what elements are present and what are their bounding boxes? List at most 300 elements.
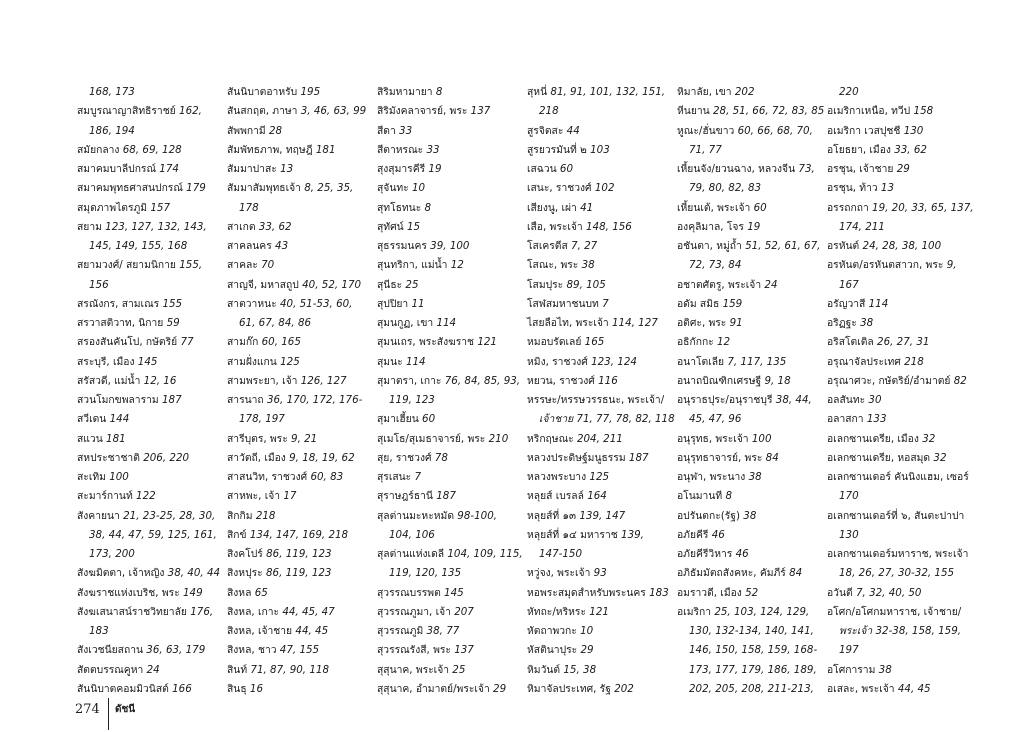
index-page-refs: 220 — [839, 86, 859, 98]
index-page-refs: 176, — [190, 605, 214, 618]
index-page-refs: 218 — [904, 355, 924, 368]
index-entry — [527, 256, 675, 275]
index-term: หลวงประดิษฐ์มนูธรรม — [527, 451, 626, 464]
index-term: อนาถบิณฑิกเศรษฐี — [677, 374, 762, 387]
index-entry — [527, 603, 675, 622]
index-entry — [827, 449, 975, 468]
index-page-refs: 78 — [434, 451, 448, 464]
index-page-refs: 102 — [594, 182, 615, 195]
index-page-refs: 60, 66, 68, 70, — [737, 124, 813, 137]
index-page-refs: 38 — [581, 259, 595, 272]
index-page-refs: 38 — [878, 663, 892, 676]
index-term: หอพระสมุดสำหรับพระนคร — [527, 586, 646, 599]
index-page-refs: 39, 100 — [430, 240, 470, 252]
index-term: สาคละ — [227, 259, 258, 272]
index-page-refs: 125 — [280, 355, 300, 368]
index-entry — [827, 603, 975, 622]
index-entry — [377, 680, 525, 699]
index-page-refs: 207 — [454, 605, 474, 618]
index-entry — [227, 487, 375, 506]
index-entry — [77, 449, 225, 468]
index-page-refs: 130, 132-134, 140, 141, — [689, 625, 814, 637]
index-page-refs: 179 — [186, 182, 206, 195]
index-page-refs: 32 — [922, 432, 936, 445]
index-entry — [677, 545, 825, 564]
index-page-refs: 202, 205, 208, 211-213, — [689, 682, 814, 695]
index-page-refs: 44, 45, 47 — [282, 605, 335, 618]
index-page-refs: 15, 38 — [563, 663, 597, 676]
index-entry — [827, 661, 975, 680]
index-page-refs: 29 — [493, 682, 507, 695]
index-term: เสนะ, ราชวงศ์ — [527, 182, 592, 195]
index-term: อลาสกา — [827, 413, 864, 426]
index-page-refs: 73, — [798, 163, 815, 175]
index-page-refs: 44, 45 — [295, 625, 329, 637]
index-term: หรรษะ/หรรษวรรธนะ, พระเจ้า/ — [527, 394, 665, 406]
index-entry — [377, 333, 525, 352]
index-term: สิงหล, เกาะ — [227, 605, 280, 618]
index-page-refs: 70 — [261, 259, 275, 272]
index-entry — [377, 468, 525, 487]
index-entry-continuation — [677, 179, 825, 198]
index-page-refs: 25, 103, 124, 129, — [714, 605, 810, 618]
index-term: สุลต่านแห่งเดลี — [377, 548, 445, 560]
index-column-5 — [677, 83, 825, 699]
index-page-refs: 149 — [182, 586, 203, 599]
index-page-refs: 218 — [539, 105, 559, 118]
index-page-refs: 71, 77 — [689, 143, 722, 156]
index-entry — [827, 545, 975, 564]
index-entry — [527, 218, 675, 237]
index-page-refs: 12 — [716, 336, 731, 349]
index-page-refs: 174, 211 — [839, 220, 885, 233]
index-page-refs: 38 — [748, 471, 762, 483]
index-term: สวีเดน — [77, 413, 107, 426]
index-page-refs: 47, 155 — [279, 644, 320, 657]
index-term: เสียงนู, เผ่า — [527, 201, 577, 214]
index-page-refs: 38, 44, — [775, 394, 812, 406]
index-entry — [827, 410, 975, 429]
index-page-refs: 33, 62 — [894, 143, 927, 156]
index-entry — [527, 314, 675, 333]
index-page-refs: 8 — [424, 201, 432, 214]
index-entry-continuation — [677, 622, 825, 641]
index-entry — [377, 372, 525, 391]
index-entry — [227, 641, 375, 660]
index-term: สีตาหรณะ — [377, 143, 424, 156]
index-entry — [377, 603, 525, 622]
index-page-refs: 114 — [436, 317, 457, 329]
index-page-refs: 148, 156 — [586, 220, 632, 233]
footer-divider — [108, 698, 109, 730]
index-entry — [77, 507, 225, 526]
index-term: หิมวันต์ — [527, 663, 561, 676]
index-page-refs: 167 — [839, 278, 859, 291]
index-page-refs: 40, 52, 170 — [302, 278, 362, 291]
index-page-refs: 25 — [452, 663, 466, 676]
index-term: สุทโธทนะ — [377, 201, 422, 214]
index-term: อเลกซานเดอร์ คันนิงแฮม, เซอร์ — [827, 471, 969, 483]
index-entry — [377, 641, 525, 660]
index-term: สาเกต — [227, 220, 256, 233]
index-entry — [77, 584, 225, 603]
index-term: สุมาตรา, เกาะ — [377, 374, 442, 387]
index-entry-continuation — [77, 237, 225, 256]
index-term: หมอบรัดเลย์ — [527, 336, 582, 349]
index-page-refs: 204, 211 — [576, 432, 623, 445]
index-term: สุนีธะ — [377, 278, 403, 291]
index-entry — [827, 314, 975, 333]
index-page-refs: 130 — [903, 124, 924, 137]
index-page-refs: 195 — [300, 86, 321, 98]
index-page-refs: 156 — [89, 278, 109, 291]
index-term: อชาตศัตรู, พระเจ้า — [677, 278, 762, 291]
index-page-refs: 7 — [414, 471, 422, 483]
index-page-refs: 104, 109, 115, — [447, 548, 523, 560]
index-term: สิกกิม — [227, 509, 253, 522]
index-entry — [827, 102, 975, 121]
index-term: อลสันทะ — [827, 394, 866, 406]
index-entry — [227, 179, 375, 198]
index-term: อเลกซานเดรีย, เมือง — [827, 432, 919, 445]
index-page-refs: 26, 27, 31 — [877, 336, 930, 349]
index-term: อรรถกถา — [827, 201, 869, 214]
index-page-refs: 137 — [470, 105, 491, 118]
index-term: สิงคโปร์ — [227, 548, 263, 560]
index-page-refs: 119, 120, 135 — [389, 567, 462, 580]
index-term: อเสละ, พระเจ้า — [827, 682, 895, 695]
index-entry — [677, 526, 825, 545]
index-term: อภัยคีรีวิหาร — [677, 548, 733, 560]
index-entry-continuation — [827, 83, 975, 102]
index-term: สุมนเถร, พระสังฆราช — [377, 336, 475, 349]
index-entry — [227, 468, 375, 487]
index-page-refs: 19 — [747, 220, 761, 233]
index-entry-continuation — [527, 410, 675, 429]
index-page-refs: 103 — [590, 143, 610, 156]
index-entry — [377, 102, 525, 121]
index-entry-continuation — [77, 545, 225, 564]
index-term: อวันตี — [827, 586, 853, 599]
index-page-refs: 21, 23-25, 28, 30, — [123, 509, 216, 522]
index-entry — [227, 564, 375, 583]
index-page-refs: 104, 106 — [389, 528, 435, 541]
index-term: สันนิบาตอาหรับ — [227, 86, 298, 98]
index-entry — [527, 295, 675, 314]
index-term: สรณังกร, สามเณร — [77, 297, 160, 310]
index-page-refs: 133 — [866, 413, 887, 426]
index-entry — [827, 353, 975, 372]
index-entry — [77, 468, 225, 487]
index-page-refs: 7, 117, 135 — [727, 355, 787, 368]
index-term: อเลกซานเดรีย, หอสมุด — [827, 451, 931, 464]
index-page-refs: 114 — [868, 297, 889, 310]
index-term: อเมริกาเหนือ, ทวีป — [827, 105, 911, 118]
index-entry — [827, 295, 975, 314]
index-entry — [527, 526, 675, 545]
index-entry-continuation — [827, 218, 975, 237]
index-entry — [377, 237, 525, 256]
index-entry — [677, 353, 825, 372]
index-term: สมาคมพุทธศาสนปกรณ์ — [77, 182, 183, 195]
index-entry-continuation — [827, 641, 975, 660]
index-column-3 — [377, 83, 525, 699]
index-term: สุรเสนะ — [377, 471, 412, 483]
index-page-refs: 24 — [764, 278, 778, 291]
index-term: อริสโตเติล — [827, 336, 874, 349]
index-entry — [227, 603, 375, 622]
index-entry — [527, 276, 675, 295]
index-page-refs: 9, 18, 19, 62 — [289, 451, 355, 464]
index-term: สุวรรณรังสี, พระ — [377, 644, 451, 657]
index-column-6 — [827, 83, 975, 699]
index-page-refs: 29 — [580, 644, 594, 657]
index-page-refs: 46 — [735, 548, 749, 560]
index-page-refs: 25 — [405, 278, 419, 291]
index-term: สมัยกลาง — [77, 143, 120, 156]
index-entry — [227, 276, 375, 295]
index-term: สารนาถ — [227, 394, 264, 406]
index-page-refs: 38 — [743, 509, 757, 522]
index-page-refs: 76, 84, 85, 93, — [444, 374, 521, 387]
index-term: อรหันต/อรหันตสาวก, พระ — [827, 259, 944, 272]
index-page-refs: 82 — [953, 374, 967, 387]
index-term: สิงหปุระ — [227, 567, 263, 580]
index-entry — [677, 199, 825, 218]
index-term: อรุณาจัลประเทศ — [827, 355, 901, 368]
index-term: สรวาสติวาท, นิกาย — [77, 317, 164, 329]
index-entry-continuation — [827, 622, 975, 641]
index-term: อโศการาม — [827, 663, 876, 676]
index-entry — [77, 603, 225, 622]
index-term: อภัยคีรี — [677, 528, 709, 541]
index-entry — [77, 680, 225, 699]
index-term: สัมพัทธภาพ, ทฤษฎี — [227, 143, 313, 156]
index-entry — [377, 160, 525, 179]
index-entry — [377, 295, 525, 314]
index-term: หิมาลัย, เขา — [677, 86, 732, 98]
index-page-refs: 114 — [405, 355, 426, 368]
index-page-refs: 44, 45 — [897, 682, 931, 695]
index-page-refs: 12, 16 — [143, 374, 177, 387]
index-page-refs: 126, 127 — [300, 374, 347, 387]
index-term: อภิธัมมัตถสังคหะ, คัมภีร์ — [677, 567, 786, 580]
index-page-refs: 173, 177, 179, 186, 189, — [689, 663, 817, 676]
index-entry — [827, 584, 975, 603]
index-entry — [227, 333, 375, 352]
index-page-refs: 197 — [839, 644, 859, 657]
index-entry — [527, 333, 675, 352]
index-page-refs: 98-100, — [457, 509, 498, 522]
index-term: โสเครตีส — [527, 240, 568, 252]
index-term: สาหพะ, เจ้า — [227, 490, 281, 503]
index-page-refs: 173, 200 — [89, 548, 135, 560]
index-term: สุลต่านมะหะหมัด — [377, 509, 455, 522]
index-entry-continuation — [527, 102, 675, 121]
index-page-refs: 10 — [580, 625, 594, 637]
index-page-refs: 164 — [587, 490, 607, 503]
index-page-refs: 81, 91, 101, 132, 151, — [550, 86, 666, 98]
index-entry — [377, 314, 525, 333]
index-term: อติศะ, พระ — [677, 317, 727, 329]
index-entry-continuation — [677, 661, 825, 680]
index-entry — [227, 353, 375, 372]
index-term: สูรจิตสะ — [527, 124, 564, 137]
index-term: สินธุ — [227, 682, 247, 695]
index-entry — [227, 237, 375, 256]
index-term: สินท์ — [227, 663, 248, 676]
index-entry — [227, 141, 375, 160]
index-term: อรุณาศวะ, กษัตริย์/อำมาตย์ — [827, 374, 951, 387]
index-page-refs: 61, 67, 84, 86 — [239, 317, 312, 329]
index-term: องคุลิมาล, โจร — [677, 220, 744, 233]
index-entry — [377, 584, 525, 603]
index-page-refs: 134, 147, 169, 218 — [249, 528, 349, 541]
index-entry — [677, 603, 825, 622]
index-term: สวนโมกขพลาราม — [77, 394, 159, 406]
index-term: สังฆมิตตา, เจ้าหญิง — [77, 567, 165, 580]
index-page-refs: 28 — [268, 124, 283, 137]
index-entry — [527, 237, 675, 256]
index-page-refs: 86, 119, 123 — [265, 567, 332, 580]
index-entry — [527, 141, 675, 160]
index-entry — [527, 122, 675, 141]
index-page-refs: 38, 44, 47, 59, 125, 161, — [89, 528, 217, 541]
index-entry — [377, 622, 525, 641]
index-term: สุมนะ — [377, 355, 403, 368]
index-term: โสมปุระ — [527, 278, 564, 291]
index-page-refs: 178 — [239, 201, 259, 214]
index-entry-continuation — [227, 410, 375, 429]
index-entry — [77, 199, 225, 218]
index-page-refs: 100 — [751, 432, 772, 445]
index-entry — [77, 430, 225, 449]
index-entry-continuation — [227, 199, 375, 218]
index-entry-continuation — [77, 526, 225, 545]
index-entry — [77, 487, 225, 506]
index-page-refs: 139, — [621, 528, 644, 541]
index-entry-continuation — [227, 314, 375, 333]
index-entry — [377, 276, 525, 295]
index-page-refs: 36, 170, 172, 176- — [266, 394, 363, 406]
index-term: สระบุรี, เมือง — [77, 355, 135, 368]
index-term: อนุราธปุระ/อนุราชบุรี — [677, 394, 773, 406]
index-page-refs: 29 — [896, 163, 910, 175]
index-entry — [677, 487, 825, 506]
index-page-refs: 86, 119, 123 — [266, 548, 332, 560]
index-term: สาตวาหนะ — [227, 297, 277, 310]
index-term: สัมมาปาสะ — [227, 163, 277, 175]
index-entry — [827, 333, 975, 352]
index-page-refs: 72, 73, 84 — [689, 259, 742, 272]
index-entry-continuation — [77, 276, 225, 295]
index-entry — [827, 199, 975, 218]
index-entry — [827, 468, 975, 487]
index-entry — [77, 333, 225, 352]
index-page-refs: 181 — [106, 432, 126, 445]
index-entry — [377, 661, 525, 680]
index-term: สมบูรณาญาสิทธิราชย์ — [77, 105, 176, 118]
index-entry — [677, 564, 825, 583]
index-page-refs: 218 — [255, 509, 276, 522]
index-term: หูณะ/ฮั่นขาว — [677, 124, 735, 137]
index-term: สรัสวดี, แม่น้ำ — [77, 374, 141, 387]
index-entry — [227, 160, 375, 179]
index-page-refs: 32 — [933, 451, 947, 464]
index-entry-continuation — [527, 545, 675, 564]
index-entry — [77, 661, 225, 680]
index-term: สาวัตถี, เมือง — [227, 451, 286, 464]
index-page-refs: 45, 47, 96 — [689, 413, 742, 426]
index-entry — [527, 160, 675, 179]
index-page-refs: 166 — [172, 682, 192, 695]
index-entry-continuation — [827, 276, 975, 295]
index-term: โสณะ, พระ — [527, 259, 579, 272]
index-entry — [77, 391, 225, 410]
index-page-refs: 125 — [589, 471, 610, 483]
index-term: สุงสุมารคีรี — [377, 163, 426, 175]
index-entry — [77, 160, 225, 179]
index-page-refs: 60 — [422, 413, 436, 426]
index-page-refs: 46 — [711, 528, 725, 541]
index-term: อเลกซานเดอร์ที่ ๖, สันตะปาปา — [827, 509, 965, 522]
index-entry-continuation — [77, 83, 225, 102]
index-term: สิงหล — [227, 586, 252, 599]
index-page-refs: 40, 51-53, 60, — [279, 297, 353, 310]
index-term: อรชุน, ท้าว — [827, 182, 878, 195]
index-entry — [77, 372, 225, 391]
index-page-refs: 158 — [913, 105, 934, 118]
index-entry — [827, 680, 975, 699]
index-page-refs: 51, 52, 61, 67, — [745, 240, 821, 252]
index-column-1 — [77, 83, 225, 699]
index-page-refs: 84 — [789, 567, 803, 580]
index-term: สุวรรณบรรพต — [377, 586, 441, 599]
index-entry — [527, 372, 675, 391]
index-entry — [227, 449, 375, 468]
index-page-refs: 11 — [411, 297, 425, 310]
index-page-refs: 123, 127, 132, 143, — [105, 220, 207, 233]
index-term: สุธรรมนคร — [377, 240, 427, 252]
section-label: ดัชนี — [115, 704, 136, 715]
index-entry — [227, 622, 375, 641]
index-entry — [377, 179, 525, 198]
index-entry — [677, 237, 825, 256]
index-term: โสฬสมหาชนบท — [527, 297, 599, 310]
index-term: อดัม สมิธ — [677, 297, 720, 310]
index-entry — [827, 237, 975, 256]
index-entry — [227, 680, 375, 699]
index-page-refs: 122 — [136, 490, 156, 503]
index-entry — [527, 430, 675, 449]
index-page-refs: 7 — [602, 297, 609, 310]
index-entry — [227, 584, 375, 603]
index-term: หลุยส์ เบรลล์ — [527, 490, 584, 503]
index-entry — [77, 410, 225, 429]
index-entry — [227, 256, 375, 275]
index-entry — [77, 564, 225, 583]
index-entry-continuation — [377, 391, 525, 410]
index-page-refs: 123, 124 — [591, 355, 637, 368]
index-term: สมุดภาพไตรภูมิ — [77, 201, 148, 214]
index-term: สารีบุตร, พระ — [227, 432, 288, 445]
index-page-refs: 121 — [477, 336, 497, 349]
index-column-4 — [527, 83, 675, 699]
index-page-refs: 33 — [426, 143, 440, 156]
index-page-refs: 9, 21 — [291, 432, 318, 445]
index-page-refs: 155, — [179, 259, 203, 272]
index-entry — [677, 430, 825, 449]
